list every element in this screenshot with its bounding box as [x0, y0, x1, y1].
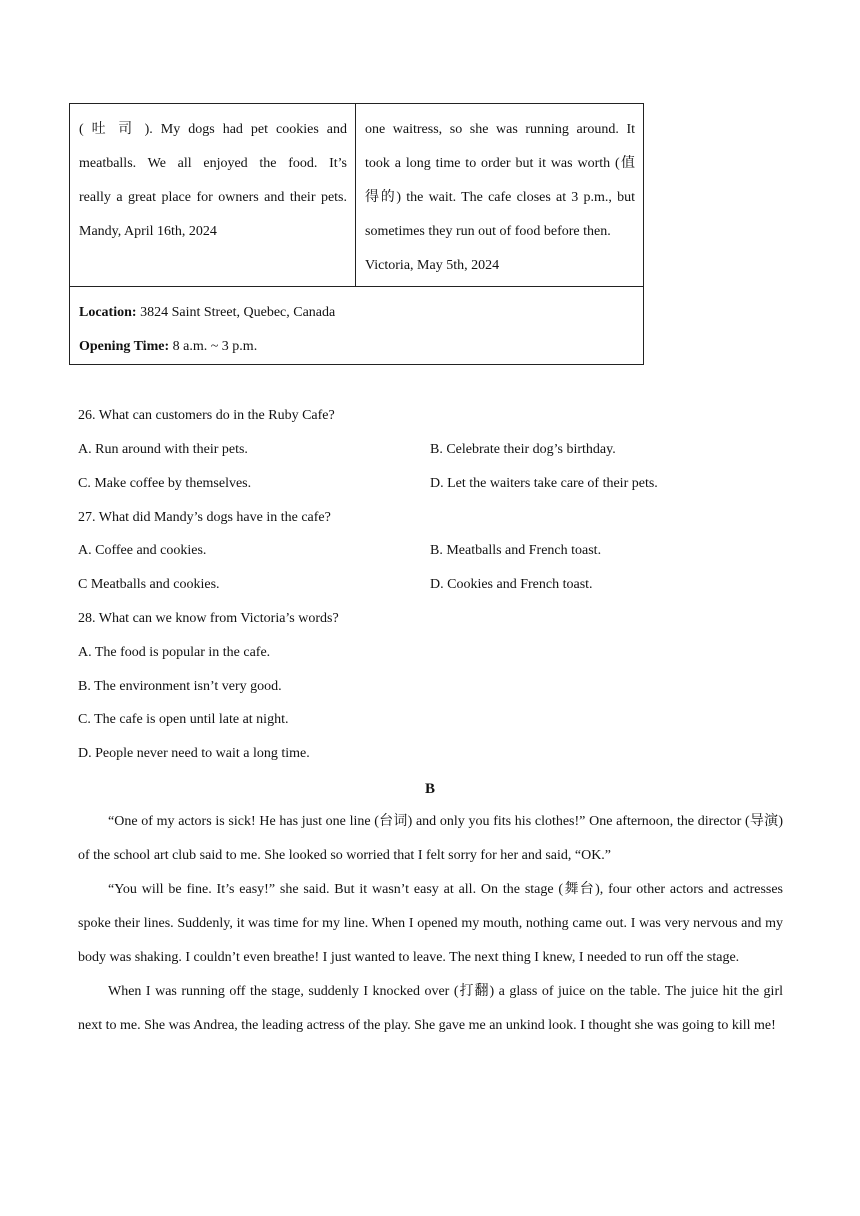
question-28-option-d: D. People never need to wait a long time. — [78, 746, 310, 761]
review-line: meatballs. We all enjoyed the food. It’s — [79, 156, 347, 171]
question-26-option-b: B. Celebrate their dog’s birthday. — [430, 442, 616, 457]
question-27-stem: 27. What did Mandy’s dogs have in the cafe? — [78, 510, 331, 525]
question-28-stem: 28. What can we know from Victoria’s words? — [78, 611, 339, 626]
review-victoria — [356, 104, 643, 286]
review-signature: Mandy, April 16th, 2024 — [79, 224, 217, 239]
review-line: sometimes they run out of food before then. — [365, 224, 611, 239]
question-28-option-c: C. The cafe is open until late at night. — [78, 712, 289, 727]
hours-label: Opening Time: — [79, 339, 170, 354]
review-line: ( 吐 司 ). My dogs had pet cookies and — [79, 122, 347, 137]
question-27-option-d: D. Cookies and French toast. — [430, 577, 593, 592]
review-line: 得的) the wait. The cafe closes at 3 p.m., but — [365, 190, 635, 205]
review-signature: Victoria, May 5th, 2024 — [365, 258, 500, 273]
hours-value: 8 a.m. ~ 3 p.m. — [169, 339, 258, 354]
hours-row — [79, 330, 635, 364]
review-line: one waitress, so she was running around. It — [365, 122, 635, 137]
review-mandy — [70, 104, 356, 286]
question-26-stem: 26. What can customers do in the Ruby Cafe? — [78, 408, 335, 423]
reading-passage — [78, 805, 783, 1043]
question-26-option-a: A. Run around with their pets. — [78, 442, 248, 457]
question-27-option-c: C Meatballs and cookies. — [78, 577, 220, 592]
question-26-option-d: D. Let the waiters take care of their pets. — [430, 476, 658, 491]
passage-paragraph: “One of my actors is sick! He has just one line (台词) and only you fits his clothes!” One afternoon, the director (导演) of the school art club said to me. She looked so worried that I felt sorry for her and said, “OK.” — [78, 814, 783, 863]
review-line: really a great place for owners and their pets. — [79, 190, 347, 205]
cafe-info — [70, 286, 643, 364]
review-table — [69, 103, 644, 365]
section-heading: B — [424, 781, 435, 797]
location-row — [79, 296, 635, 330]
question-26-option-c: C. Make coffee by themselves. — [78, 476, 252, 491]
passage-paragraph: When I was running off the stage, suddenly I knocked over (打翻) a glass of juice on the table. The juice hit the girl next to me. She was Andrea, the leading actress of the play. She gave me an unkind look. I thought she was going to kill me! — [78, 984, 783, 1033]
question-28-option-b: B. The environment isn’t very good. — [78, 679, 282, 694]
passage-paragraph: “You will be fine. It’s easy!” she said. But it wasn’t easy at all. On the stage (舞台), four other actors and actresses spoke their lines. Suddenly, it was time for my line. When I opened my mouth, nothing came out. I was very nervous and my body was shaking. I couldn’t even breathe! I just wanted to leave. The next thing I knew, I needed to run off the stage. — [78, 882, 783, 965]
location-value: 3824 Saint Street, Quebec, Canada — [136, 305, 336, 320]
question-27-option-b: B. Meatballs and French toast. — [430, 543, 602, 558]
question-28-option-a: A. The food is popular in the cafe. — [78, 645, 271, 660]
location-label: Location: — [79, 305, 137, 320]
question-27-option-a: A. Coffee and cookies. — [78, 543, 207, 558]
review-line: took a long time to order but it was worth (值 — [365, 156, 635, 171]
